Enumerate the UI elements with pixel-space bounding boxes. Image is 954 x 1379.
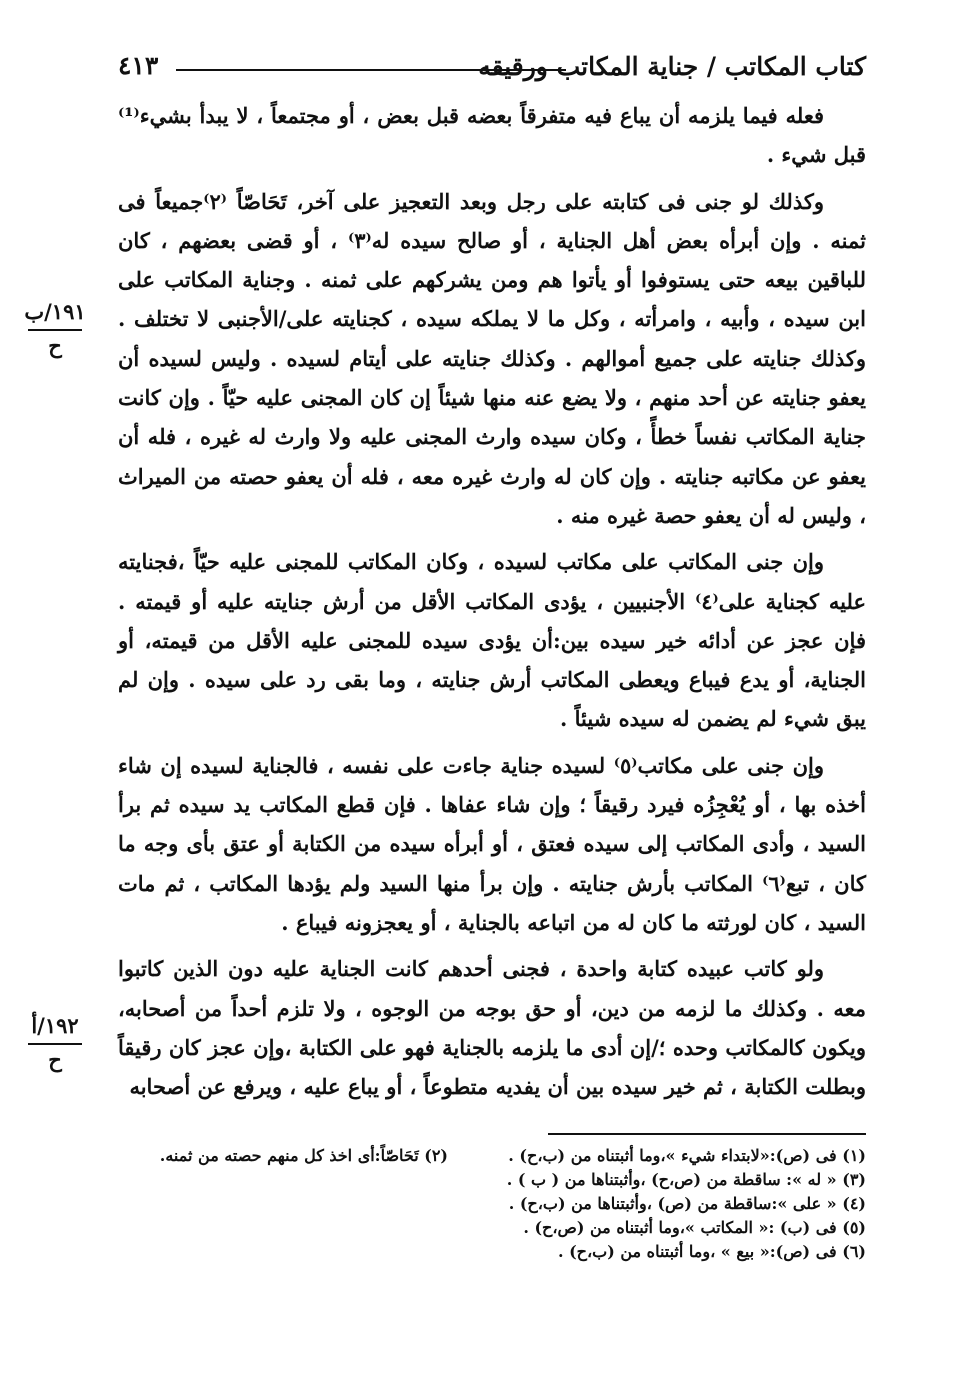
- footnote: (٣) « له »: ساقطة من (ص،ح) ،وأثبتناها من ( ب ) .: [506, 1170, 866, 1189]
- footnote: (٦) فى (ص):« بيع » ،وما أثبتناه من (ب،ح) .: [557, 1242, 866, 1261]
- folio-rule: [28, 329, 82, 331]
- folio-ref: ١٩٢/أ: [31, 1013, 79, 1038]
- manuscript-siglum: ح: [48, 333, 62, 358]
- folio-ref: ١٩١/ب: [24, 299, 86, 324]
- footnote: (١) فى (ص):«لابتداء شيء »،وما أثبتناه من (ب،ح) .: [508, 1146, 866, 1165]
- paragraph: وإن جنى على مكاتب⁽٥⁾ لسيده جناية جاءت على نفسه ، فالجناية لسيده إن شاء أخذه بها ، أو يُعْجِزُه فيرد رقيقاً ؛ وإن شاء عفاها . فإن قطع المكاتب يد سيده ثم برأ السيد ، وأدى المكاتب إلى سيده فعتق ، أو أبرأه سيده من الكتابة أو عتق بأى وجه ما كان ، تبع⁽٦⁾ المكاتب بأرش جنايته . وإن برأ منها السيد ولم يؤدها المكاتب ، ثم مات السيد ، كان لورثته ما كان له من اتباعه بالجناية ، أو يعجزونه فيباع .: [118, 752, 866, 935]
- manuscript-folio-note: [20, 298, 90, 359]
- footnote: (٢) تَحَاصّاً:أى اخذ كل منهم حصته من ثمنه.: [159, 1146, 448, 1165]
- paragraph: وكذلك لو جنى فى كتابته على رجل وبعد التعجيز على آخر، تَحَاصّاً ⁽٢⁾جميعاً فى ثمنه . وإن أبرأه بعض أهل الجناية ، أو صالح سيده له⁽٣⁾ ، أو قضى بعضهم ، كان للباقين بيعه حتى يستوفوا أو يأتوا هم ومن يشركهم على ثمنه . وجناية المكاتب على ابن سيده ، وأبيه ، وامرأته ، وكل ما لا يملكه سيده ، كجنايته على/الأجنبى لا تختلف . وكذلك جنايته على جميع أموالهم . وكذلك جنايته على أيتام لسيده . وليس لسيده أن يعفو جنايته عن أحد منهم ، ولا يضع عنه منها شيئاً إن كان المجنى عليه حيّاً . وإن كانت جناية المكاتب نفساً خطأً ، وكان سيده وارث المجنى عليه ولا وارث له غيره ، فله أن يعفو عن مكاتبه جنايته . وإن كان له وارث غيره معه ، فله أن يعفو حصته من الميراث ، وليس له أن يعفو حصة غيره منه .: [118, 188, 866, 528]
- paragraph: وإن جنى المكاتب على مكاتب لسيده ، وكان المكاتب للمجنى عليه حيّاً ،فجنايته عليه كجناية على⁽٤⁾ الأجنبيين ، يؤدى المكاتب الأقل من أرش جنايته عليه أو قيمته . فإن عجز عن أدائه خير سيده بين:أن يؤدى سيده للمجنى عليه الأقل من قيمته، أو الجناية، أو يدع فيباع ويعطى المكاتب أرش جنايته ، وما بقى رد على سيده . وإن لم يبق شيء لم يضمن له سيده شيئاً .: [118, 549, 866, 732]
- main-text: [118, 96, 866, 1113]
- folio-rule: [28, 1043, 82, 1045]
- footnote-row: [118, 1240, 866, 1264]
- running-title: كتاب المكاتب / جناية المكاتب ورقيقه: [478, 52, 866, 81]
- running-header: [118, 48, 866, 88]
- header-rule: [176, 69, 566, 71]
- footnote-row: [118, 1168, 866, 1192]
- footnote: (٥) فى (ب) :« المكاتب »،وما أثبتناه من (ص،ح) .: [523, 1218, 866, 1237]
- footnote-row: [118, 1144, 866, 1168]
- footnote: (٤) « على »:ساقطة من (ص) ،وأثبتناها من (ب،ح) .: [508, 1194, 866, 1213]
- footnote-row: [118, 1192, 866, 1216]
- paragraph: فعله فيما يلزمه أن يباع فيه متفرقاً بعضه قبل بعض ، أو مجتمعاً ، لا يبدأ بشيء⁽¹⁾ قبل شيء .: [118, 103, 866, 168]
- manuscript-folio-note: [20, 1012, 90, 1073]
- footnote-separator: [548, 1133, 866, 1135]
- footnote-row: [118, 1216, 866, 1240]
- manuscript-siglum: ح: [48, 1047, 62, 1072]
- footnotes: [118, 1144, 866, 1264]
- page-number: ٤١٣: [118, 51, 159, 80]
- paragraph: ولو كاتب عبيده كتابة واحدة ، فجنى أحدهم كانت الجناية عليه دون الذين كاتبوا معه . وكذلك ما لزمه من دين، أو حق بوجه من الوجوه ، ولا تلزم أحداً من أصحابه، ويكون كالمكاتب وحده ؛/إن أدى ما يلزمه بالجناية فهو على الكتابة ،وإن عجز كان رقيقاً وبطلت الكتابة ، ثم خير سيده بين أن يفديه متطوعاً ، أو يباع عليه ، ويرفع عن أصحابه: [118, 956, 866, 1100]
